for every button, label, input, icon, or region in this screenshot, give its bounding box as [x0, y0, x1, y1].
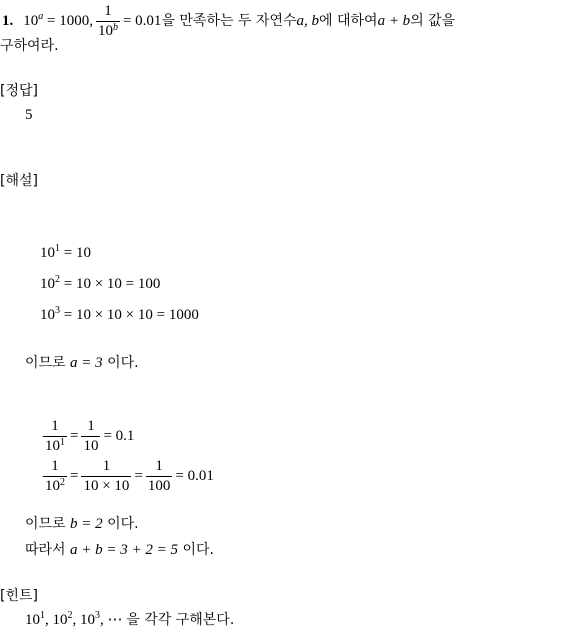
- power-line-1: $10^1 = 10$: [40, 243, 91, 261]
- problem-var-sum: a + b: [377, 12, 411, 29]
- fraction-line-1: $\frac{1}{10^1}$ = $\frac{1}{10}$ = 0.1: [45, 417, 135, 454]
- problem-line-1: [2, 2, 456, 39]
- hint-label: [힌트]: [0, 588, 38, 604]
- fraction-line-2: $\frac{1}{10^2}$ = $\frac{1}{10 \times 10}$ = $\frac{1}{100}$ = 0.01: [45, 457, 214, 494]
- final-conclusion: 따라서 a + b = 3 + 2 = 5 이다.: [25, 542, 214, 558]
- conclusion-b: 이므로 b = 2 이다.: [25, 516, 139, 532]
- problem-var-ab: a, b: [296, 12, 320, 29]
- problem-line-2: 구하여라.: [0, 38, 59, 54]
- problem-eq2-rhs: = 0.01: [122, 12, 162, 29]
- answer-label: [정답]: [0, 83, 38, 99]
- hint-text: $10^1$, $10^2$, $10^3$, ⋯ 을 각각 구해본다.: [25, 610, 235, 628]
- problem-fraction: $\frac{1}{10^b}$: [97, 2, 118, 39]
- power-line-2: $10^2 = 10 \times 10 = 100$: [40, 274, 161, 292]
- power-line-3: $10^3 = 10 \times 10 \times 10 = 1000$: [40, 305, 199, 323]
- answer-value: 5: [25, 107, 33, 123]
- conclusion-a: 이므로 a = 3 이다.: [25, 355, 139, 371]
- problem-number: 1.: [2, 12, 14, 29]
- problem-text-1: 을 만족하는 두 자연수: [161, 13, 297, 29]
- problem-eq1: $10^a = 1000$,: [23, 10, 93, 29]
- explanation-label: [해설]: [0, 173, 38, 189]
- problem-text-3: 의 값을: [410, 13, 456, 29]
- problem-text-2: 에 대하여: [319, 13, 378, 29]
